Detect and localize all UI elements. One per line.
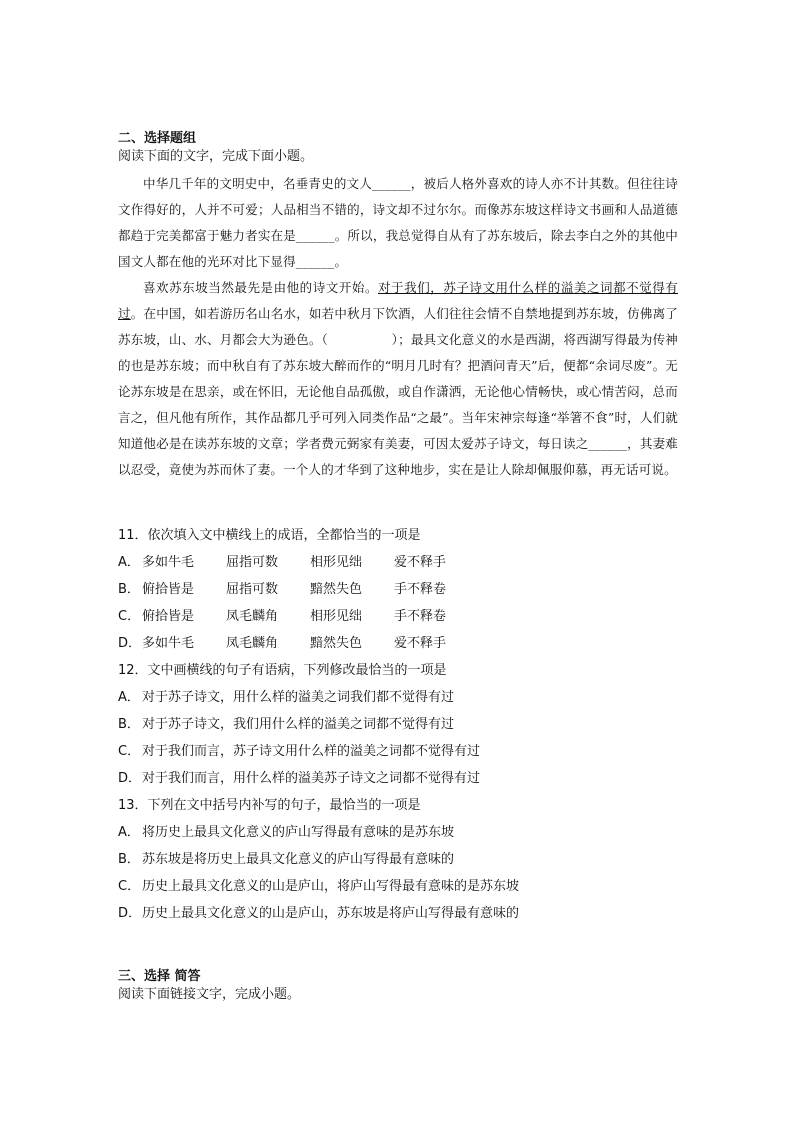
section-2-intro: 阅读下面的文字，完成下面小题。 bbox=[118, 149, 314, 164]
option-label: D． bbox=[118, 771, 142, 786]
option-cell: 爱不释手 bbox=[394, 636, 447, 651]
option-cell: 手不释卷 bbox=[394, 609, 447, 624]
option-text: 对于我们而言，用什么样的溢美苏子诗文之词都不觉得有过 bbox=[142, 771, 481, 786]
passage-paragraph-2 bbox=[118, 275, 678, 483]
section-2-title: 二、选择题组 bbox=[118, 131, 197, 146]
section-3-intro: 阅读下面链接文字，完成小题。 bbox=[118, 987, 301, 1002]
question-13-stem: 13．下列在文中括号内补写的句子，最恰当的一项是 bbox=[118, 798, 421, 813]
option-label: C． bbox=[118, 609, 141, 624]
option-text: 历史上最具文化意义的山是庐山，将庐山写得最有意味的是苏东坡 bbox=[142, 879, 520, 894]
option-cell: 黯然失色 bbox=[310, 636, 363, 651]
question-13-option-c[interactable] bbox=[118, 878, 519, 896]
option-cell: 凤毛麟角 bbox=[226, 609, 279, 624]
question-11-option-a[interactable] bbox=[118, 554, 478, 572]
passage-paragraph-2-start: 喜欢苏东坡当然最先是由他的诗文开始。 bbox=[143, 280, 379, 295]
option-text: 将历史上最具文化意义的庐山写得最有意味的是苏东坡 bbox=[142, 825, 455, 840]
question-12-option-a[interactable] bbox=[118, 689, 454, 707]
question-11-option-c[interactable] bbox=[118, 608, 478, 626]
option-label: A． bbox=[118, 690, 140, 705]
option-cell: 屈指可数 bbox=[226, 582, 279, 597]
question-11-option-d[interactable] bbox=[118, 635, 478, 653]
option-cell: 俯拾皆是 bbox=[142, 609, 195, 624]
option-label: A． bbox=[118, 555, 140, 570]
option-cell: 多如牛毛 bbox=[142, 555, 195, 570]
option-text: 苏东坡是将历史上最具文化意义的庐山写得最有意味的 bbox=[142, 852, 455, 867]
question-13-option-d[interactable] bbox=[118, 905, 519, 923]
option-cell: 屈指可数 bbox=[226, 555, 279, 570]
underlined-sentence: 对于我们，苏子诗文用什么样的溢美之词都不觉得有过 bbox=[118, 280, 678, 321]
option-cell: 凤毛麟角 bbox=[226, 636, 279, 651]
passage-paragraph-2-rest: 。在中国，如若游历名山名水，如若中秋月下饮酒，人们往往会情不自禁地提到苏东坡，仿佛离了苏东坡，山、水、月都会大为逊色。（ ）；最具文化意义的水是西湖，将西湖写得最为传神的也是苏东坡；而中秋自有了苏东坡大醉而作的“明月几时有？把酒问青天”后，便都“余词尽废”。无论苏东坡是在思亲，或在怀旧，无论他自品孤傲，或自作潇洒，无论他心情畅快，或心情苦闷，总而言之，但凡他有所作，其作品都几乎可列入同类作品“之最”。当年宋神宗每逢“举箸不食”时，人们就知道他必是在读苏东坡的文章；学者费元弼家有美妻，可因太爱苏子诗文，每日读之______，其妻难以忍受，竟使为苏而休了妻。一个人的才华到了这种地步，实在是让人除却佩服仰慕，再无话可说。 bbox=[118, 306, 678, 477]
option-cell: 相形见绌 bbox=[310, 555, 363, 570]
option-text: 对于我们而言，苏子诗文用什么样的溢美之词都不觉得有过 bbox=[142, 744, 481, 759]
option-label: D． bbox=[118, 906, 142, 921]
section-3-title: 三、选择 简答 bbox=[118, 969, 201, 984]
option-cell: 手不释卷 bbox=[394, 582, 447, 597]
option-label: C． bbox=[118, 879, 141, 894]
option-cell: 爱不释手 bbox=[394, 555, 447, 570]
option-text: 对于苏子诗文，我们用什么样的溢美之词都不觉得有过 bbox=[142, 717, 455, 732]
question-11-option-b[interactable] bbox=[118, 581, 478, 599]
question-11-stem: 11．依次填入文中横线上的成语，全都恰当的一项是 bbox=[118, 528, 421, 543]
option-label: C． bbox=[118, 744, 141, 759]
option-cell: 相形见绌 bbox=[310, 609, 363, 624]
option-label: B． bbox=[118, 582, 140, 597]
reading-passage bbox=[118, 171, 678, 483]
passage-paragraph-1: 中华几千年的文明史中，名垂青史的文人______，被后人格外喜欢的诗人亦不计其数。但往往诗文作得好的，人并不可爱；人品相当不错的，诗文却不过尔尔。而像苏东坡这样诗文书画和人品道德都趋于完美都富于魅力者实在是______。所以，我总觉得自从有了苏东坡后，除去李白之外的其他中国文人都在他的光环对比下显得______。 bbox=[118, 176, 678, 269]
option-cell: 俯拾皆是 bbox=[142, 582, 195, 597]
option-label: A． bbox=[118, 825, 140, 840]
question-12-option-b[interactable] bbox=[118, 716, 454, 734]
option-label: B． bbox=[118, 717, 140, 732]
question-12-stem: 12．文中画横线的句子有语病，下列修改最恰当的一项是 bbox=[118, 663, 447, 678]
question-12-option-d[interactable] bbox=[118, 770, 480, 788]
option-cell: 多如牛毛 bbox=[142, 636, 195, 651]
option-label: B． bbox=[118, 852, 140, 867]
question-13-option-b[interactable] bbox=[118, 851, 454, 869]
option-text: 对于苏子诗文，用什么样的溢美之词我们都不觉得有过 bbox=[142, 690, 455, 705]
question-12-option-c[interactable] bbox=[118, 743, 480, 761]
option-label: D． bbox=[118, 636, 142, 651]
option-cell: 黯然失色 bbox=[310, 582, 363, 597]
option-text: 历史上最具文化意义的山是庐山，苏东坡是将庐山写得最有意味的 bbox=[142, 906, 520, 921]
question-13-option-a[interactable] bbox=[118, 824, 454, 842]
